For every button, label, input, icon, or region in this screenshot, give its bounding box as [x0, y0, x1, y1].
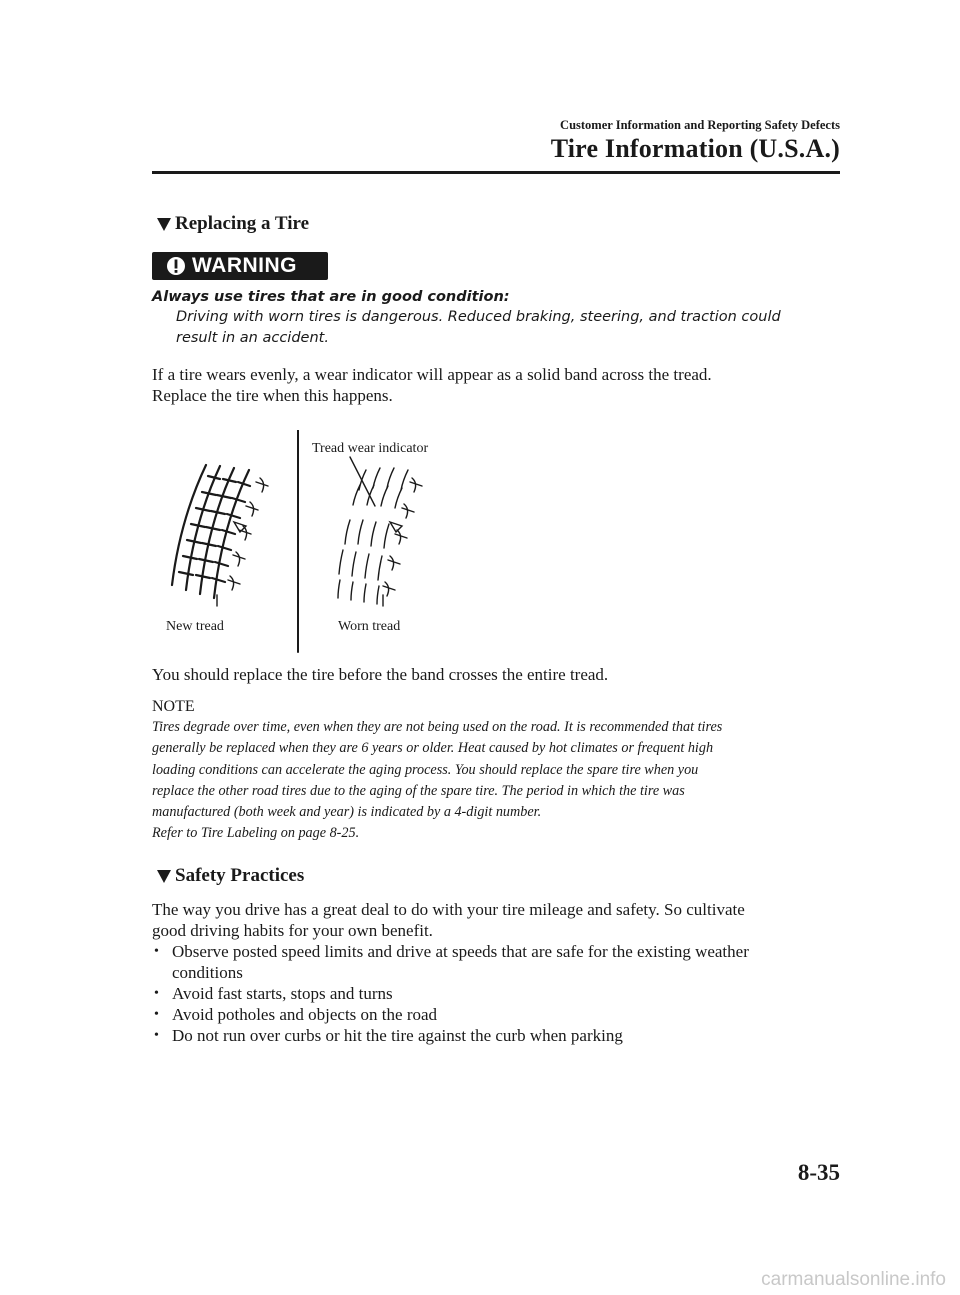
new-tread-pattern [172, 465, 250, 598]
list-item: • Avoid potholes and objects on the road [152, 1004, 842, 1025]
safety-intro [152, 899, 842, 941]
safety-intro-line: good driving habits for your own benefit. [152, 921, 433, 940]
note-line: replace the other road tires due to the aging of the spare tire. The period in which the tire was [152, 782, 685, 799]
warning-badge [152, 252, 328, 280]
running-header-section: Customer Information and Reporting Safety Defects [560, 118, 840, 132]
worn-tread-pattern [338, 457, 422, 606]
intro-line: If a tire wears evenly, a wear indicator will appear as a solid band across the tread. [152, 365, 712, 384]
list-item: • Do not run over curbs or hit the tire against the curb when parking [152, 1025, 842, 1046]
warning-line: Driving with worn tires is dangerous. Reduced braking, steering, and traction could [176, 309, 781, 325]
replacing-intro [152, 364, 842, 406]
warning-line: result in an accident. [176, 330, 329, 346]
note-line: Tires degrade over time, even when they are not being used on the road. It is recommended that tires [152, 719, 723, 735]
new-tread-label: New tread [166, 619, 224, 634]
after-figure-text: You should replace the tire before the band crosses the entire tread. [152, 665, 609, 684]
replacing-heading [157, 213, 309, 235]
safety-bullet-list [152, 941, 842, 1046]
triangle-bullet-icon [157, 218, 171, 231]
tread-wear-indicator-label: Tread wear indicator [312, 441, 429, 456]
tread-wear-figure [150, 430, 470, 655]
note-body [152, 717, 842, 845]
warning-exclamation-icon [166, 256, 186, 276]
warning-label: WARNING [192, 254, 297, 277]
triangle-bullet-icon [157, 870, 171, 883]
list-item: • Observe posted speed limits and drive at speeds that are safe for the existing weather conditions [152, 941, 842, 983]
page-title: Tire Information (U.S.A.) [550, 134, 840, 163]
replacing-heading-text: Replacing a Tire [175, 213, 310, 234]
warning-title: Always use tires that are in good condition: [152, 289, 510, 305]
intro-line: Replace the tire when this happens. [152, 386, 393, 405]
safety-heading-text: Safety Practices [175, 865, 305, 886]
safety-intro-line: The way you drive has a great deal to do with your tire mileage and safety. So cultivate [152, 900, 745, 919]
list-item: • Avoid fast starts, stops and turns [152, 983, 842, 1004]
watermark: carmanualsonline.info [761, 1269, 946, 1290]
worn-tread-label: Worn tread [338, 619, 401, 634]
safety-heading [157, 865, 304, 887]
warning-body [176, 307, 840, 349]
note-line: manufactured (both week and year) is indicated by a 4-digit number. [152, 804, 542, 821]
note-label: NOTE [152, 698, 195, 715]
note-line: generally be replaced when they are 6 years or older. Heat caused by hot climates or frequent high [152, 740, 714, 757]
page-number: 8-35 [797, 1160, 840, 1185]
note-line: Refer to Tire Labeling on page 8-25. [152, 825, 360, 842]
note-line: loading conditions can accelerate the aging process. You should replace the spare tire when you [152, 761, 699, 778]
header-divider [152, 171, 840, 174]
